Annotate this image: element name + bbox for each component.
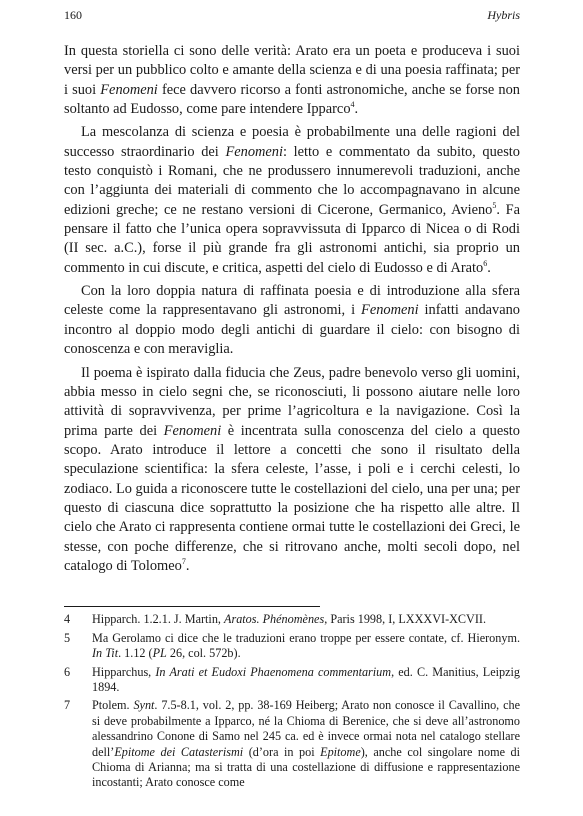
text-run: Hipparch. 1.2.1. J. Martin, bbox=[92, 612, 225, 627]
italic-title: In Tit bbox=[92, 646, 119, 661]
text-run: Con la loro doppia natura di raffinata poesia e di introduzione alla sfera celeste come la rappresentavano gli astronomi, i bbox=[64, 283, 520, 319]
italic-title: Synt bbox=[133, 698, 155, 713]
running-title: Hybris bbox=[487, 8, 520, 22]
book-page bbox=[64, 8, 520, 794]
text-run: fece davvero ricorso a fonti astronomiche, anche se forse non soltanto ad Eudosso, come pare intendere Ipparco bbox=[64, 81, 520, 118]
footnote bbox=[64, 612, 520, 627]
footnote-marker[interactable]: 4 bbox=[350, 100, 355, 110]
footnote bbox=[64, 665, 520, 696]
footnote bbox=[64, 698, 520, 790]
footnote-divider bbox=[64, 606, 320, 607]
footnote-number: 7 bbox=[64, 698, 71, 713]
running-head bbox=[64, 8, 520, 30]
footnote-marker[interactable]: 5 bbox=[492, 200, 497, 210]
text-run: Ptolem. bbox=[92, 698, 134, 713]
text-run: . Fa pensare il fatto che l’unica opera sopravvissuta di Ipparco di Nicea o di Rodi (II sec. a.C.), forse il più grande fra gli astronomi antichi, sia proprio un commento in cui discute, e critica, aspetti del cielo di Eudosso e di Arato bbox=[64, 201, 520, 276]
italic-title: In Arati et Eudoxi Phaenomena commentarium bbox=[155, 664, 392, 679]
italic-title: Epitome bbox=[320, 744, 361, 759]
text-run: Hipparchus, bbox=[92, 664, 156, 679]
italic-title: Aratos. Phénomènes bbox=[224, 612, 325, 627]
paragraph bbox=[64, 123, 520, 278]
text-run: . 1.12 ( bbox=[118, 646, 153, 661]
footnote-text bbox=[92, 698, 520, 790]
text-run: . bbox=[487, 259, 491, 276]
text-run: , Paris 1998, I, LXXXVI-XCVII. bbox=[324, 612, 487, 627]
text-run: è incentrata sulla conoscenza del cielo a questo scopo. Arato introduce il lettore a concetti che sono il risultato della speculazione scientifica: la sfera celeste, l’asse, i poli e i cerchi celesti, lo zodiaco. Lo guida a riconoscere tutte le costellazioni del cielo, una per una; per questo di ciascuna dice soprattutto la posizione che ha rispetto alle altre. Il cielo che Arato ci rappresenta contiene ormai tutte le costellazioni dei Greci, le stesse, con poche differenze, che si ritrovano anche, molti secoli dopo, nel catalogo di Tolomeo bbox=[64, 422, 521, 574]
text-run: . bbox=[185, 557, 190, 574]
footnote-marker[interactable]: 7 bbox=[181, 557, 186, 567]
italic-title: Epitome dei Catasterismi bbox=[114, 744, 244, 759]
footnote-number: 6 bbox=[64, 664, 71, 679]
text-run: infatti andavano incontro al doppio modo degli antichi di guardare il cielo: con bisogno di conoscenza e con meraviglia. bbox=[64, 302, 520, 358]
footnote-marker[interactable]: 6 bbox=[483, 258, 488, 268]
italic-title: Fenomeni bbox=[361, 302, 419, 319]
footnote-number: 5 bbox=[64, 630, 71, 645]
italic-title: Fenomeni bbox=[225, 143, 283, 160]
text-run: ), anche col singolare nome di Chioma di Arianna; ma si tratta di una costellazione di diffusione e rappresentazione incostanti; Arato conosce come bbox=[92, 744, 521, 790]
footnote-text bbox=[92, 612, 520, 627]
text-run: : letto e commentato da subito, questo testo conquistò i Romani, che ne produssero innumerevoli traduzioni, anche con l’aggiunta dei materiali di commento che lo accompagnavano in alcune edizioni greche; ce ne restano versioni di Cicerone, Germanico, Avieno bbox=[64, 143, 520, 218]
text-run: Ma Gerolamo ci dice che le traduzioni erano troppe per essere contate, cf. Hieronym. bbox=[92, 630, 520, 645]
page-number: 160 bbox=[64, 8, 82, 22]
text-run: , ed. C. Manitius, Leipzig 1894. bbox=[92, 664, 521, 694]
text-run: . bbox=[354, 101, 359, 118]
footnotes bbox=[64, 612, 520, 790]
italic-title: Fenomeni bbox=[100, 81, 158, 98]
text-run: 26, col. 572b). bbox=[166, 646, 241, 661]
text-run: Il poema è ispirato dalla fiducia che Zeus, padre benevolo verso gli uomini, abbia messo in cielo segni che, se riconosciuti, li possono aiutare nelle loro attività di sopravvivenza, per prime l’agricoltura e la navigazione. Così la prima parte dei bbox=[64, 364, 520, 439]
footnote-text bbox=[92, 631, 520, 662]
italic-title: PL bbox=[152, 646, 167, 661]
footnote-number: 4 bbox=[64, 612, 71, 627]
text-run: La mescolanza di scienza e poesia è probabilmente una delle ragioni del successo straordinario dei bbox=[64, 124, 520, 160]
italic-title: Fenomeni bbox=[163, 422, 222, 439]
footnote-text bbox=[92, 665, 520, 696]
footnote bbox=[64, 631, 520, 662]
text-run: In questa storiella ci sono delle verità: Arato era un poeta e produceva i suoi versi per un pubblico colto e amante della scienza e di una poesia raffinata; per i suoi bbox=[64, 43, 520, 98]
paragraph bbox=[64, 282, 520, 359]
text-run: . 7.5-8.1, vol. 2, pp. 38-169 Heiberg; Arato non conosce il Cavallino, che si deve probabilmente a Ipparco, né la Chioma di Berenice, che si deve all’astronomo alessandrino Conone di Samo nel 245 ca. ed è invece ormai nota nel catalogo stellare dell’ bbox=[92, 698, 520, 759]
text-run: (d’ora in poi bbox=[243, 744, 321, 759]
main-text bbox=[64, 42, 520, 576]
paragraph bbox=[64, 364, 520, 577]
paragraph bbox=[64, 42, 520, 119]
